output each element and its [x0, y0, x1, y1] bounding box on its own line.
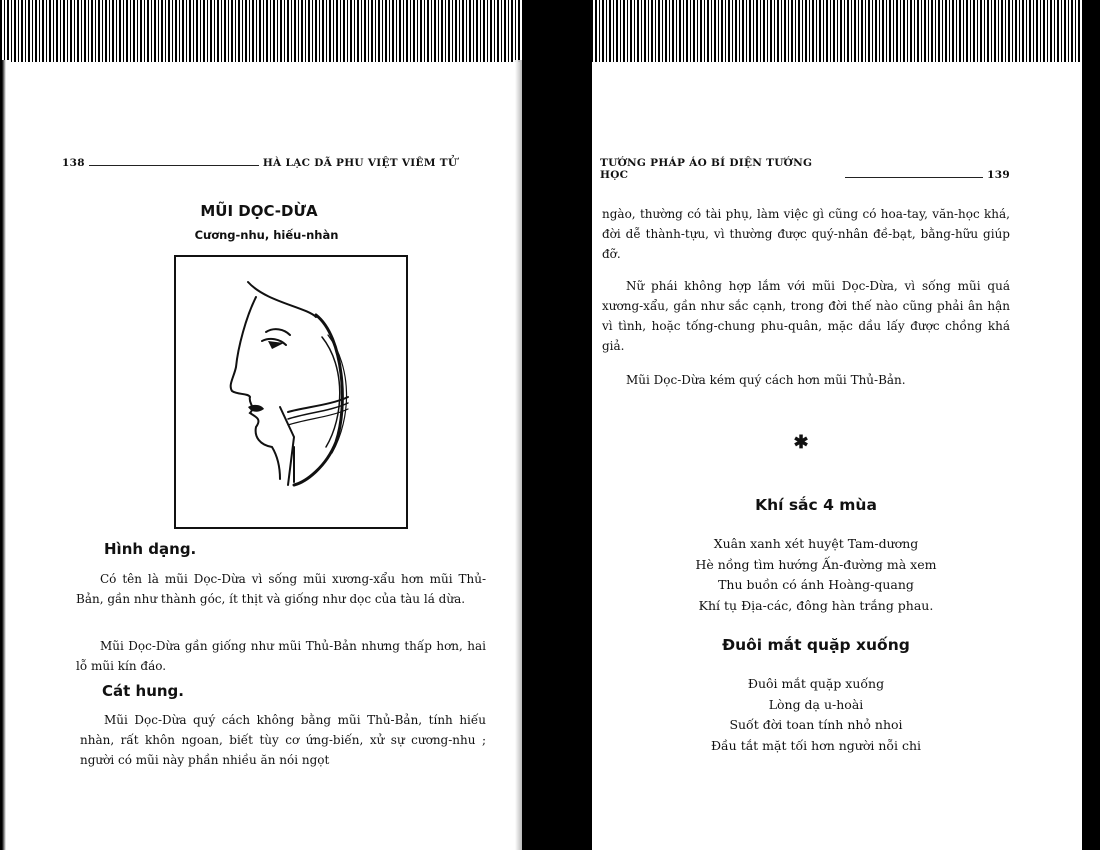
paragraph-shape-1 [76, 569, 486, 609]
right-running-title: TƯỚNG PHÁP ÁO BÍ DIỆN TƯỚNG HỌC [600, 157, 813, 181]
section-heading-fortune: Cát hung. [102, 682, 184, 700]
paragraph-female [602, 276, 1010, 356]
section-heading-eyes: Đuôi mắt quặp xuống [722, 636, 910, 654]
page-subtitle: Cương-nhu, hiếu-nhàn [194, 228, 339, 242]
paragraph-text: Có tên là mũi Dọc-Dừa vì sống mũi xương-xẩu hơn mũi Thủ-Bản, gần như thành góc, ít thịt và giống như dọc của tàu lá dừa. [76, 572, 486, 606]
poem-line: Thu buồn có ánh Hoàng-quang [718, 577, 914, 592]
paragraph-fortune [80, 710, 486, 770]
poem-line: Đuôi mắt quặp xuống [747, 676, 885, 691]
left-page-number: 138 [62, 157, 85, 169]
paragraph-continued: ngào, thường có tài phụ, làm việc gì cũng có hoa-tay, văn-học khá, đời dễ thành-tựu, vì thường được quý-nhân đề-bạt, bằng-hữu giúp đỡ. [602, 207, 1010, 261]
poem-line: Suốt đời toan tính nhỏ nhoi [729, 717, 903, 732]
section-heading-shape: Hình dạng. [104, 540, 197, 558]
right-page [596, 62, 1080, 850]
paragraph-text: Mũi Dọc-Dừa gần giống như mũi Thủ-Bản nhưng thấp hơn, hai lỗ mũi kín đáo. [76, 639, 486, 673]
book-gutter [522, 0, 592, 850]
poem-eyes [616, 674, 1016, 756]
ornament-star-icon: ✱ [793, 432, 809, 453]
poem-seasons [616, 534, 1016, 616]
section-heading-seasons: Khí sắc 4 mùa [755, 496, 877, 514]
poem-line: Đầu tắt mặt tối hơn người nỗi chi [710, 737, 922, 753]
paragraph-text: Nữ phái không hợp lắm với mũi Dọc-Dừa, vì sống mũi quá xương-xẩu, gần như sắc cạnh, trong đời thế nào cũng phải ân hận vì tình, hoặc tống-chung phu-quân, mặc dầu lấy được chồng khá giả. [602, 279, 1010, 353]
scan-left-edge [0, 60, 10, 850]
left-page [14, 62, 514, 850]
paragraph-shape-2 [76, 636, 486, 676]
poem-line: Hè nồng tìm hướng Ấn-đường mà xem [695, 556, 937, 572]
scan-right-edge [1082, 0, 1100, 850]
header-rule [845, 177, 983, 178]
header-rule [89, 165, 259, 166]
poem-line: Lòng dạ u-hoài [768, 696, 864, 712]
paragraph-text: Mũi Dọc-Dừa quý cách không bằng mũi Thủ-Bản, tính hiếu nhàn, rất khôn ngoan, biết tùy cơ ứng-biến, xử sự cương-nhu ; người có mũi này phần nhiều ăn nói ngọt [80, 713, 486, 767]
page-title: MŨI DỌC-DỪA [200, 202, 318, 220]
poem-line: Khí tụ Địa-các, đông hàn trắng phau. [698, 597, 934, 613]
profile-illustration [174, 255, 408, 529]
profile-drawing [176, 257, 406, 527]
left-running-title: HÀ LẠC DÃ PHU VIỆT VIÊM TỬ [262, 157, 458, 169]
paragraph-text: Mũi Dọc-Dừa kém quý cách hơn mũi Thủ-Bản. [626, 373, 906, 387]
paragraph-comparison [602, 370, 1010, 390]
right-running-head [600, 157, 1010, 181]
left-running-head [62, 157, 482, 169]
poem-line: Xuân xanh xét huyệt Tam-dương [713, 536, 919, 551]
right-page-number: 139 [987, 169, 1010, 181]
